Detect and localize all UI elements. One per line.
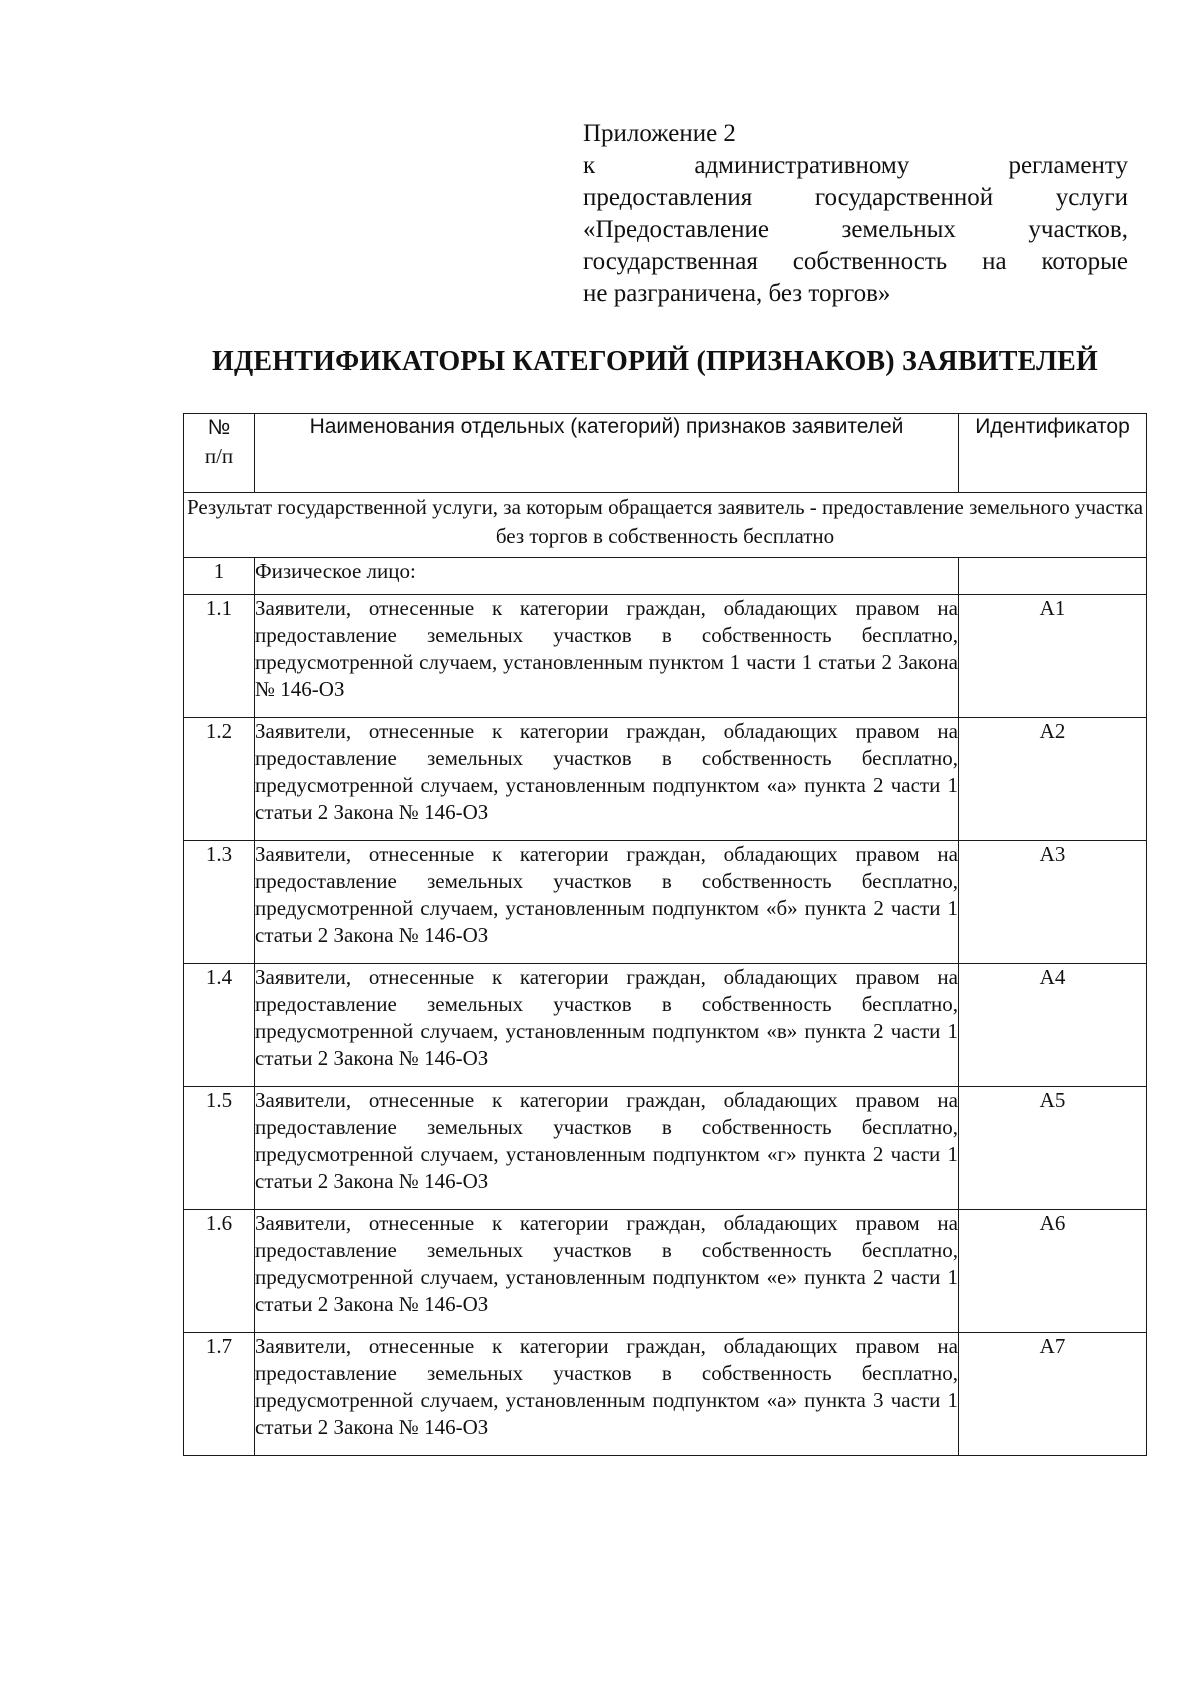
row-identifier: А3 [959,841,1147,964]
row-number: 1.6 [184,1210,255,1333]
appendix-line: к административному регламенту [583,152,1128,179]
table-header-row [184,414,1147,493]
group-identifier [959,558,1147,595]
row-identifier: А1 [959,595,1147,718]
row-number: 1.3 [184,841,255,964]
row-number: 1.5 [184,1087,255,1210]
row-number: 1.1 [184,595,255,718]
header-number-pp: п/п [204,444,234,468]
appendix-header [583,118,1128,310]
row-category-name: Заявители, отнесенные к категории граждан, обладающих правом на предоставление земельных участков в собственность бесплатно, предусмотренной случаем, установленным подпунктом «е» пункта 2 части 1 статьи 2 Закона № 146-ОЗ [255,1210,959,1333]
row-category-name: Заявители, отнесенные к категории граждан, обладающих правом на предоставление земельных участков в собственность бесплатно, предусмотренной случаем, установленным подпунктом «б» пункта 2 части 1 статьи 2 Закона № 146-ОЗ [255,841,959,964]
appendix-line: государственная собственность на которые [583,248,1128,275]
result-cell: Результат государственной услуги, за которым обращается заявитель - предоставление земельного участка без торгов в собственность бесплатно [184,493,1147,558]
table-body [184,493,1147,1456]
table-row [184,718,1147,841]
table-row [184,841,1147,964]
header-number-sign: № [207,416,231,439]
group-name: Физическое лицо: [255,558,959,595]
appendix-line: «Предоставление земельных участков, [583,216,1128,243]
row-category-name: Заявители, отнесенные к категории граждан, обладающих правом на предоставление земельных участков в собственность бесплатно, предусмотренной случаем, установленным пунктом 1 части 1 статьи 2 Закона № 146-ОЗ [255,595,959,718]
appendix-line: предоставления государственной услуги [583,184,1128,211]
row-identifier: А6 [959,1210,1147,1333]
header-number [184,414,255,493]
group-number: 1 [184,558,255,595]
row-category-name: Заявители, отнесенные к категории граждан, обладающих правом на предоставление земельных участков в собственность бесплатно, предусмотренной случаем, установленным подпунктом «в» пункта 2 части 1 статьи 2 Закона № 146-ОЗ [255,964,959,1087]
appendix-line: не разграничена, без торгов» [583,280,891,307]
document-title: ИДЕНТИФИКАТОРЫ КАТЕГОРИЙ (ПРИЗНАКОВ) ЗАЯВИТЕЛЕЙ [211,346,1099,377]
appendix-title: Приложение 2 [583,120,736,147]
identifiers-table [183,413,1147,1456]
table-row [184,595,1147,718]
table-row [184,1210,1147,1333]
row-identifier: А7 [959,1333,1147,1456]
row-identifier: А4 [959,964,1147,1087]
table-row [184,964,1147,1087]
row-category-name: Заявители, отнесенные к категории граждан, обладающих правом на предоставление земельных участков в собственность бесплатно, предусмотренной случаем, установленным подпунктом «а» пункта 2 части 1 статьи 2 Закона № 146-ОЗ [255,718,959,841]
header-identifier: Идентификатор [959,414,1147,493]
row-category-name: Заявители, отнесенные к категории граждан, обладающих правом на предоставление земельных участков в собственность бесплатно, предусмотренной случаем, установленным подпунктом «а» пункта 3 части 1 статьи 2 Закона № 146-ОЗ [255,1333,959,1456]
row-number: 1.2 [184,718,255,841]
table-row [184,1087,1147,1210]
result-row [184,493,1147,558]
row-identifier: А2 [959,718,1147,841]
row-category-name: Заявители, отнесенные к категории граждан, обладающих правом на предоставление земельных участков в собственность бесплатно, предусмотренной случаем, установленным подпунктом «г» пункта 2 части 1 статьи 2 Закона № 146-ОЗ [255,1087,959,1210]
row-number: 1.4 [184,964,255,1087]
group-row [184,558,1147,595]
table-row [184,1333,1147,1456]
row-identifier: А5 [959,1087,1147,1210]
row-number: 1.7 [184,1333,255,1456]
header-name: Наименования отдельных (категорий) признаков заявителей [255,414,959,493]
